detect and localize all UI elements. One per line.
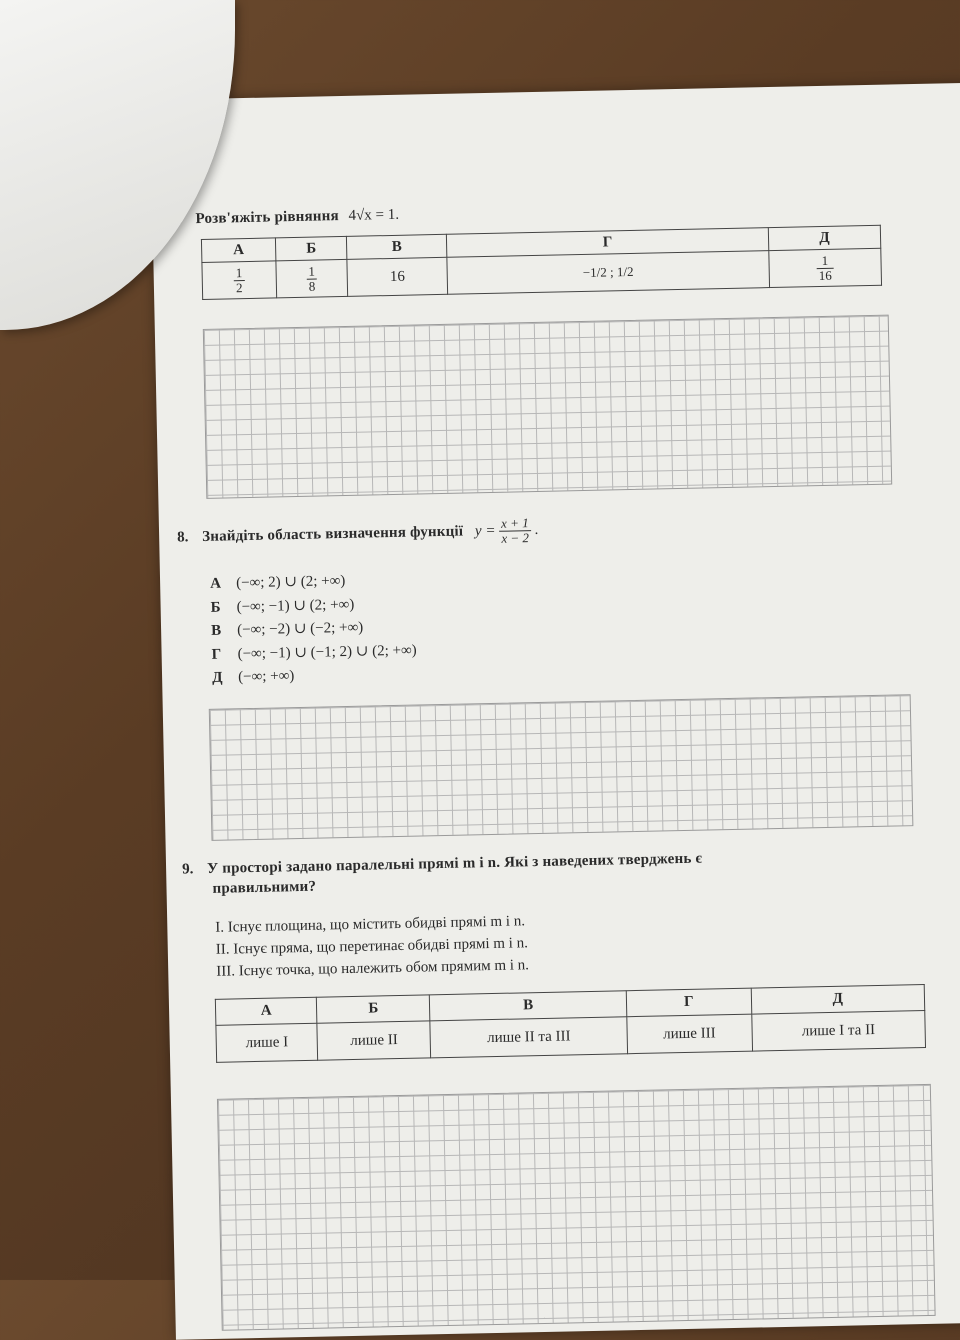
question-8: [177, 516, 539, 553]
q9-statement-3: III. Існує точка, що належить обом прямим m і n.: [216, 957, 530, 980]
q8-option-g: Г (−∞; −1) ∪ (−1; 2) ∪ (2; +∞): [211, 642, 417, 663]
question-7-equation: 4√x = 1.: [348, 206, 400, 224]
question-9: [182, 844, 903, 899]
q8-option-v: В (−∞; −2) ∪ (−2; +∞): [210, 619, 364, 639]
q9-value-d: лише I та II: [751, 1010, 925, 1051]
q9-value-b: лише II: [317, 1021, 431, 1060]
q9-statement-1: I. Існує площина, що містить обидві прямі m і n.: [215, 913, 526, 936]
question-8-work-grid: [209, 694, 914, 841]
question-7: [170, 207, 399, 229]
q9-header-g: Г: [626, 988, 751, 1017]
question-8-function-fraction: $\frac{x + 1}{x - 2}$: [500, 515, 530, 546]
q9-value-g: лише III: [627, 1014, 752, 1054]
q7-header-b: Б: [275, 236, 347, 260]
q7-value-a: $\frac{1}{2}$: [202, 261, 277, 300]
q9-value-v: лише II та III: [430, 1017, 627, 1058]
question-7-text: Розв'яжіть рівняння: [195, 208, 340, 228]
q7-value-v: 16: [347, 257, 447, 296]
q8-option-a: А (−∞; 2) ∪ (2; +∞): [209, 573, 346, 592]
q9-value-a: лише I: [216, 1023, 318, 1062]
question-8-options: [210, 569, 418, 691]
q7-value-b: $\frac{1}{8}$: [276, 259, 348, 297]
question-8-number: 8.: [176, 529, 189, 546]
question-9-answer-table: [215, 984, 926, 1063]
q9-header-d: Д: [751, 984, 925, 1014]
q9-statement-2: II. Існує пряма, що перетинає обидві прямі m і n.: [215, 935, 529, 958]
q9-header-v: В: [430, 991, 627, 1021]
q7-header-a: А: [201, 238, 275, 263]
q7-header-d: Д: [768, 225, 881, 250]
question-9-number: 9.: [181, 861, 194, 878]
question-8-function-prefix: y =: [474, 522, 496, 540]
q8-option-d: Д (−∞; +∞): [211, 668, 295, 686]
question-8-text: Знайдіть область визначення функції: [201, 523, 464, 545]
q7-header-g: Г: [446, 228, 768, 258]
q9-header-b: Б: [317, 995, 431, 1023]
exam-sheet: [150, 81, 960, 1340]
question-7-answer-table: [201, 225, 882, 300]
question-9-work-grid: [217, 1084, 936, 1331]
q7-value-g: −1/2 ; 1/2: [447, 251, 770, 295]
question-9-text-line1: У просторі задано паралельні прямі m і n. Які з наведених тверджень є: [206, 850, 703, 877]
q8-option-b: Б (−∞; −1) ∪ (2; +∞): [210, 596, 355, 616]
question-8-function-suffix: .: [534, 521, 539, 538]
question-7-work-grid: [203, 315, 892, 499]
question-9-text-line2: правильними?: [212, 878, 317, 897]
q9-header-a: А: [215, 997, 317, 1025]
question-9-statements: [215, 910, 529, 983]
q7-value-d: $\frac{1}{16}$: [769, 248, 882, 287]
q7-header-v: В: [347, 234, 447, 259]
